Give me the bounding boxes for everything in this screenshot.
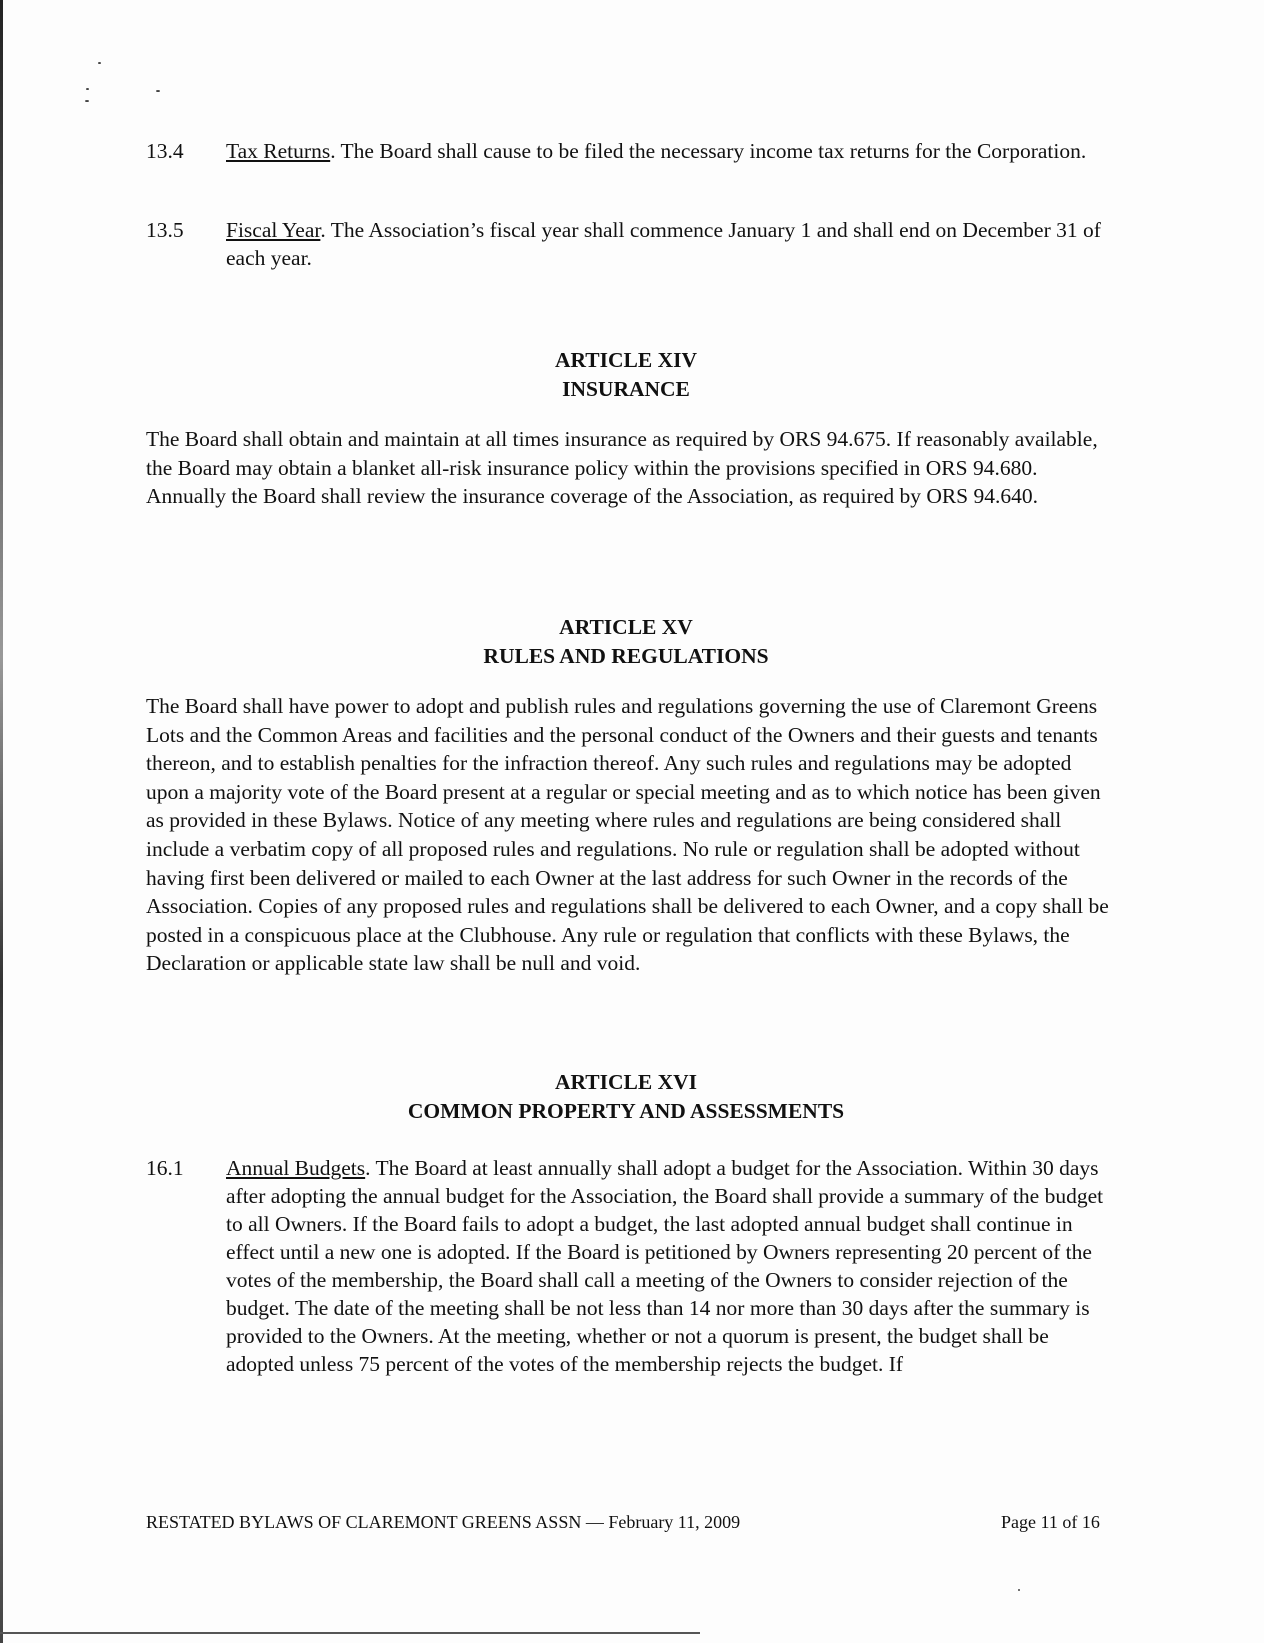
section-number: 16.1 [146, 1156, 184, 1180]
section-title: Annual Budgets [226, 1156, 366, 1180]
article-title: RULES AND REGULATIONS [483, 644, 769, 668]
article-14-text: The Board shall obtain and maintain at all times insurance as required by ORS 94.675. If reasonably available, the Board may obtain a blanket all-risk insurance policy within the provisions specified in ORS 94.680. Annually the Board shall review the insurance coverage of the Association, as required by ORS 94.640. [146, 427, 1098, 509]
section-text: . The Board shall cause to be filed the necessary income tax returns for the Corporation. [330, 139, 1087, 163]
article-label: ARTICLE XV [559, 615, 693, 639]
scan-speck [86, 88, 89, 90]
article-title: COMMON PROPERTY AND ASSESSMENTS [407, 1099, 845, 1123]
section-title: Fiscal Year [226, 218, 321, 242]
scan-edge [0, 0, 3, 1643]
section-13-5 [146, 216, 1106, 272]
section-body [226, 1154, 1106, 1378]
section-title: Tax Returns [226, 139, 331, 163]
article-14-heading [146, 346, 1106, 404]
scan-speck [98, 62, 101, 64]
scan-line [0, 1632, 700, 1634]
article-15-heading [146, 613, 1106, 671]
scan-speck [1018, 1589, 1020, 1591]
section-body [226, 137, 1106, 165]
scan-speck [156, 90, 160, 92]
section-13-4 [146, 137, 1106, 165]
section-16-1 [146, 1154, 1106, 1378]
section-text: . The Association’s fiscal year shall commence January 1 and shall end on December 31 of each year. [226, 218, 1101, 270]
section-number: 13.5 [146, 218, 184, 242]
article-16-heading [146, 1068, 1106, 1126]
scan-speck [85, 100, 89, 102]
section-number: 13.4 [146, 139, 184, 163]
section-text: . The Board at least annually shall adopt a budget for the Association. Within 30 days after adopting the annual budget for the Association, the Board shall provide a summary of the budget to all Owners. If the Board fails to adopt a budget, the last adopted annual budget shall continue in effect until a new one is adopted. If the Board is petitioned by Owners representing 20 percent of the votes of the membership, the Board shall call a meeting of the Owners to consider rejection of the budget. The date of the meeting shall be not less than 14 nor more than 30 days after the summary is provided to the Owners. At the meeting, whether or not a quorum is present, the budget shall be adopted unless 75 percent of the votes of the membership rejects the budget. If [226, 1156, 1104, 1376]
article-title: INSURANCE [562, 377, 690, 401]
article-label: ARTICLE XVI [554, 1070, 697, 1094]
article-15-text: The Board shall have power to adopt and publish rules and regulations governing the use of Claremont Greens Lots and the Common Areas and facilities and the personal conduct of the Owners and their guests and tenants thereon, and to establish penalties for the infraction thereof. Any such rules and regulations may be adopted upon a majority vote of the Board present at a regular or special meeting and as to which notice has been given as provided in these Bylaws. Notice of any meeting where rules and regulations are being considered shall include a verbatim copy of all proposed rules and regulations. No rule or regulation shall be adopted without having first been delivered or mailed to each Owner at the last address for such Owner in the records of the Association. Copies of any proposed rules and regulations shall be delivered to each Owner, and a copy shall be posted in a conspicuous place at the Clubhouse. Any rule or regulation that conflicts with these Bylaws, the Declaration or applicable state law shall be null and void. [146, 694, 1109, 976]
section-body [226, 216, 1106, 272]
footer-document-title: RESTATED BYLAWS OF CLAREMONT GREENS ASSN — February 11, 2009 [146, 1512, 741, 1532]
footer-page-number: Page 11 of 16 [1001, 1512, 1100, 1532]
article-label: ARTICLE XIV [554, 348, 697, 372]
